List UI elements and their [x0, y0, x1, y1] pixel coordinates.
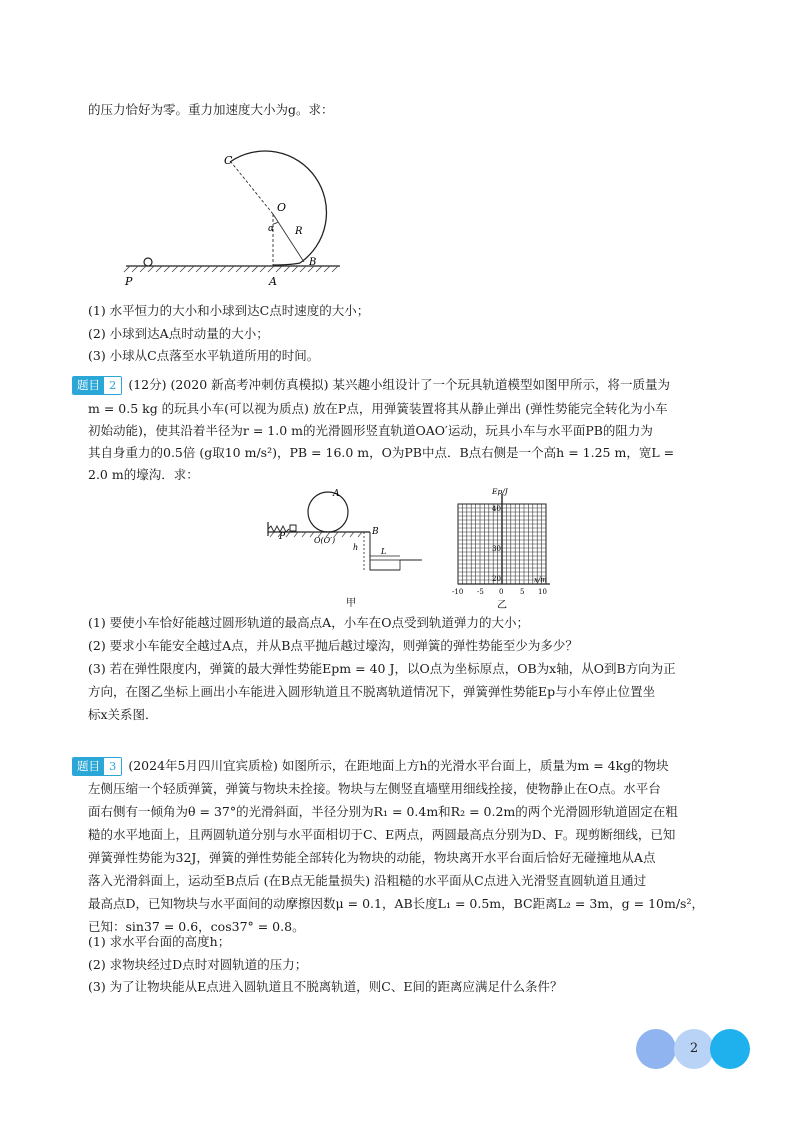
yi-xtick-2: 0 — [499, 588, 504, 596]
yi-xtick-1: -5 — [477, 588, 484, 596]
problem2-badge: 题目 2 — [72, 376, 122, 395]
ground-hatching — [124, 266, 338, 272]
problem3-line2: 左侧压缩一个轻质弹簧，弹簧与物块未拴接。物块与左侧竖直墙壁用细线拴接，使物静止在O点。水平台 — [88, 781, 661, 796]
yi-caption: 乙 — [497, 600, 507, 611]
problem3-q1: (1) 求水平台面的高度h； — [88, 934, 231, 949]
problem3-q2: (2) 求物块经过D点时对圆轨道的压力； — [88, 957, 308, 972]
problem2-q3b: 方向，在图乙坐标上画出小车能进入圆形轨道且不脱离轨道情况下，弹簧弹性势能Ep与小车停止位置坐 — [88, 684, 656, 699]
label-R: R — [295, 226, 303, 237]
problem2-q1: (1) 要使小车恰好能越过圆形轨道的最高点A，小车在O点受到轨道弹力的大小； — [88, 615, 529, 630]
jia-label-OO: O(O′) — [314, 536, 336, 545]
problem2-q3a: (3) 若在弹性限度内，弹簧的最大弹性势能Epm = 40 J，以O点为坐标原点，OB为x轴，从O到B方向为正 — [88, 661, 676, 676]
problem3-line8: 已知：sin37 = 0.6，cos37° = 0.8。 — [88, 919, 305, 934]
jia-label-L: L — [381, 547, 387, 556]
label-A: A — [269, 275, 277, 288]
yi-xtick-4: 10 — [538, 588, 547, 596]
problem2-line3: 初始动能)，使其沿着半径为r = 1.0 m的光滑圆形竖直轨道OAO′运动，玩具小车与水平面PB的阻力为 — [88, 423, 653, 438]
problem3-line6: 落入光滑斜面上，运动至B点后 (在B点无能量损失) 沿粗糙的水平面从C点进入光滑竖直圆轨道且通过 — [88, 873, 647, 888]
toy-car-icon — [290, 525, 296, 531]
yi-xlabel: x/m — [534, 576, 547, 584]
label-O: O — [277, 201, 287, 214]
jia-label-B: B — [372, 527, 379, 537]
figure-yi-grid — [452, 484, 562, 614]
problem2-line2: m = 0.5 kg 的玩具小车(可以视为质点) 放在P点，用弹簧装置将其从静止弹出 (弹性势能完全转化为小车 — [88, 401, 668, 416]
jia-label-P: P — [279, 532, 286, 542]
yi-y30: 30 — [492, 545, 501, 553]
problem3-badge: 题目 3 — [72, 757, 122, 776]
footer-circle-left — [636, 1029, 676, 1069]
line-OC — [231, 162, 273, 214]
label-P: P — [125, 275, 133, 288]
problem2-line1: 题目 2 (12分) (2020 新高考冲刺仿真模拟) 某兴趣小组设计了一个玩具轨道模型如图甲所示，将一质量为 — [72, 376, 670, 395]
ball-icon — [144, 258, 152, 266]
problem3-q3: (3) 为了让物块能从E点进入圆轨道且不脱离轨道，则C、E间的距离应满足什么条件？ — [88, 979, 563, 994]
yi-ylabel: Ep/J — [492, 487, 508, 496]
problem1-q2: (2) 小球到达A点时动量的大小； — [88, 326, 269, 341]
problem3-line5: 弹簧弹性势能为32J，弹簧的弹性势能全部转化为物块的动能，物块离开水平台面后恰好无碰撞地从A点 — [88, 850, 656, 865]
yi-xtick-0: -10 — [452, 588, 464, 596]
problem1-q1: (1) 水平恒力的大小和小球到达C点时速度的大小； — [88, 303, 370, 318]
label-C: C — [224, 154, 233, 167]
problem3-line7: 最高点D，已知物块与水平面间的动摩擦因数μ = 0.1，AB长度L₁ = 0.5m，BC距离L₂ = 3m，g = 10m/s²， — [88, 896, 704, 911]
problem1-intro: 的压力恰好为零。重力加速度大小为g。求： — [88, 102, 334, 117]
figure-jia — [260, 484, 430, 614]
problem2-line4: 其自身重力的0.5倍 (g取10 m/s²)，PB = 16.0 m，O为PB中点．B点右侧是一个高h = 1.25 m，宽L = — [88, 445, 675, 460]
line-OB — [273, 214, 304, 262]
page-number: 2 — [689, 1041, 699, 1056]
jia-caption: 甲 — [346, 598, 356, 609]
yi-y20: 20 — [492, 575, 501, 583]
footer-circle-right — [710, 1029, 750, 1069]
circle-track — [308, 492, 348, 532]
problem2-q2: (2) 要求小车能安全越过A点，并从B点平抛后越过壕沟，则弹簧的弹性势能至少为多少？ — [88, 638, 578, 653]
problem1-q3: (3) 小球从C点落至水平轨道所用的时间。 — [88, 348, 320, 363]
label-B: B — [309, 257, 317, 268]
figure-circular-track — [118, 148, 348, 288]
jia-label-A: A — [333, 489, 340, 499]
problem3-line3: 面右侧有一倾角为θ = 37°的光滑斜面，半径分别为R₁ = 0.4m和R₂ = 0.2m的两个光滑圆形轨道固定在粗 — [88, 804, 678, 819]
problem2-line5: 2.0 m的壕沟．求： — [88, 467, 199, 482]
yi-y40: 40 — [492, 505, 501, 513]
problem2-q3c: 标x关系图． — [88, 707, 158, 722]
label-alpha: α — [268, 224, 275, 234]
problem3-line1: 题目 3 (2024年5月四川宜宾质检) 如图所示，在距地面上方h的光滑水平台面上，质量为m = 4kg的物块 — [72, 757, 669, 776]
yi-xtick-3: 5 — [520, 588, 525, 596]
jia-label-h: h — [353, 543, 359, 552]
problem3-line4: 糙的水平地面上，且两圆轨道分别与水平面相切于C、E两点，两圆最高点分别为D、F。现剪断细线，已知 — [88, 827, 676, 842]
